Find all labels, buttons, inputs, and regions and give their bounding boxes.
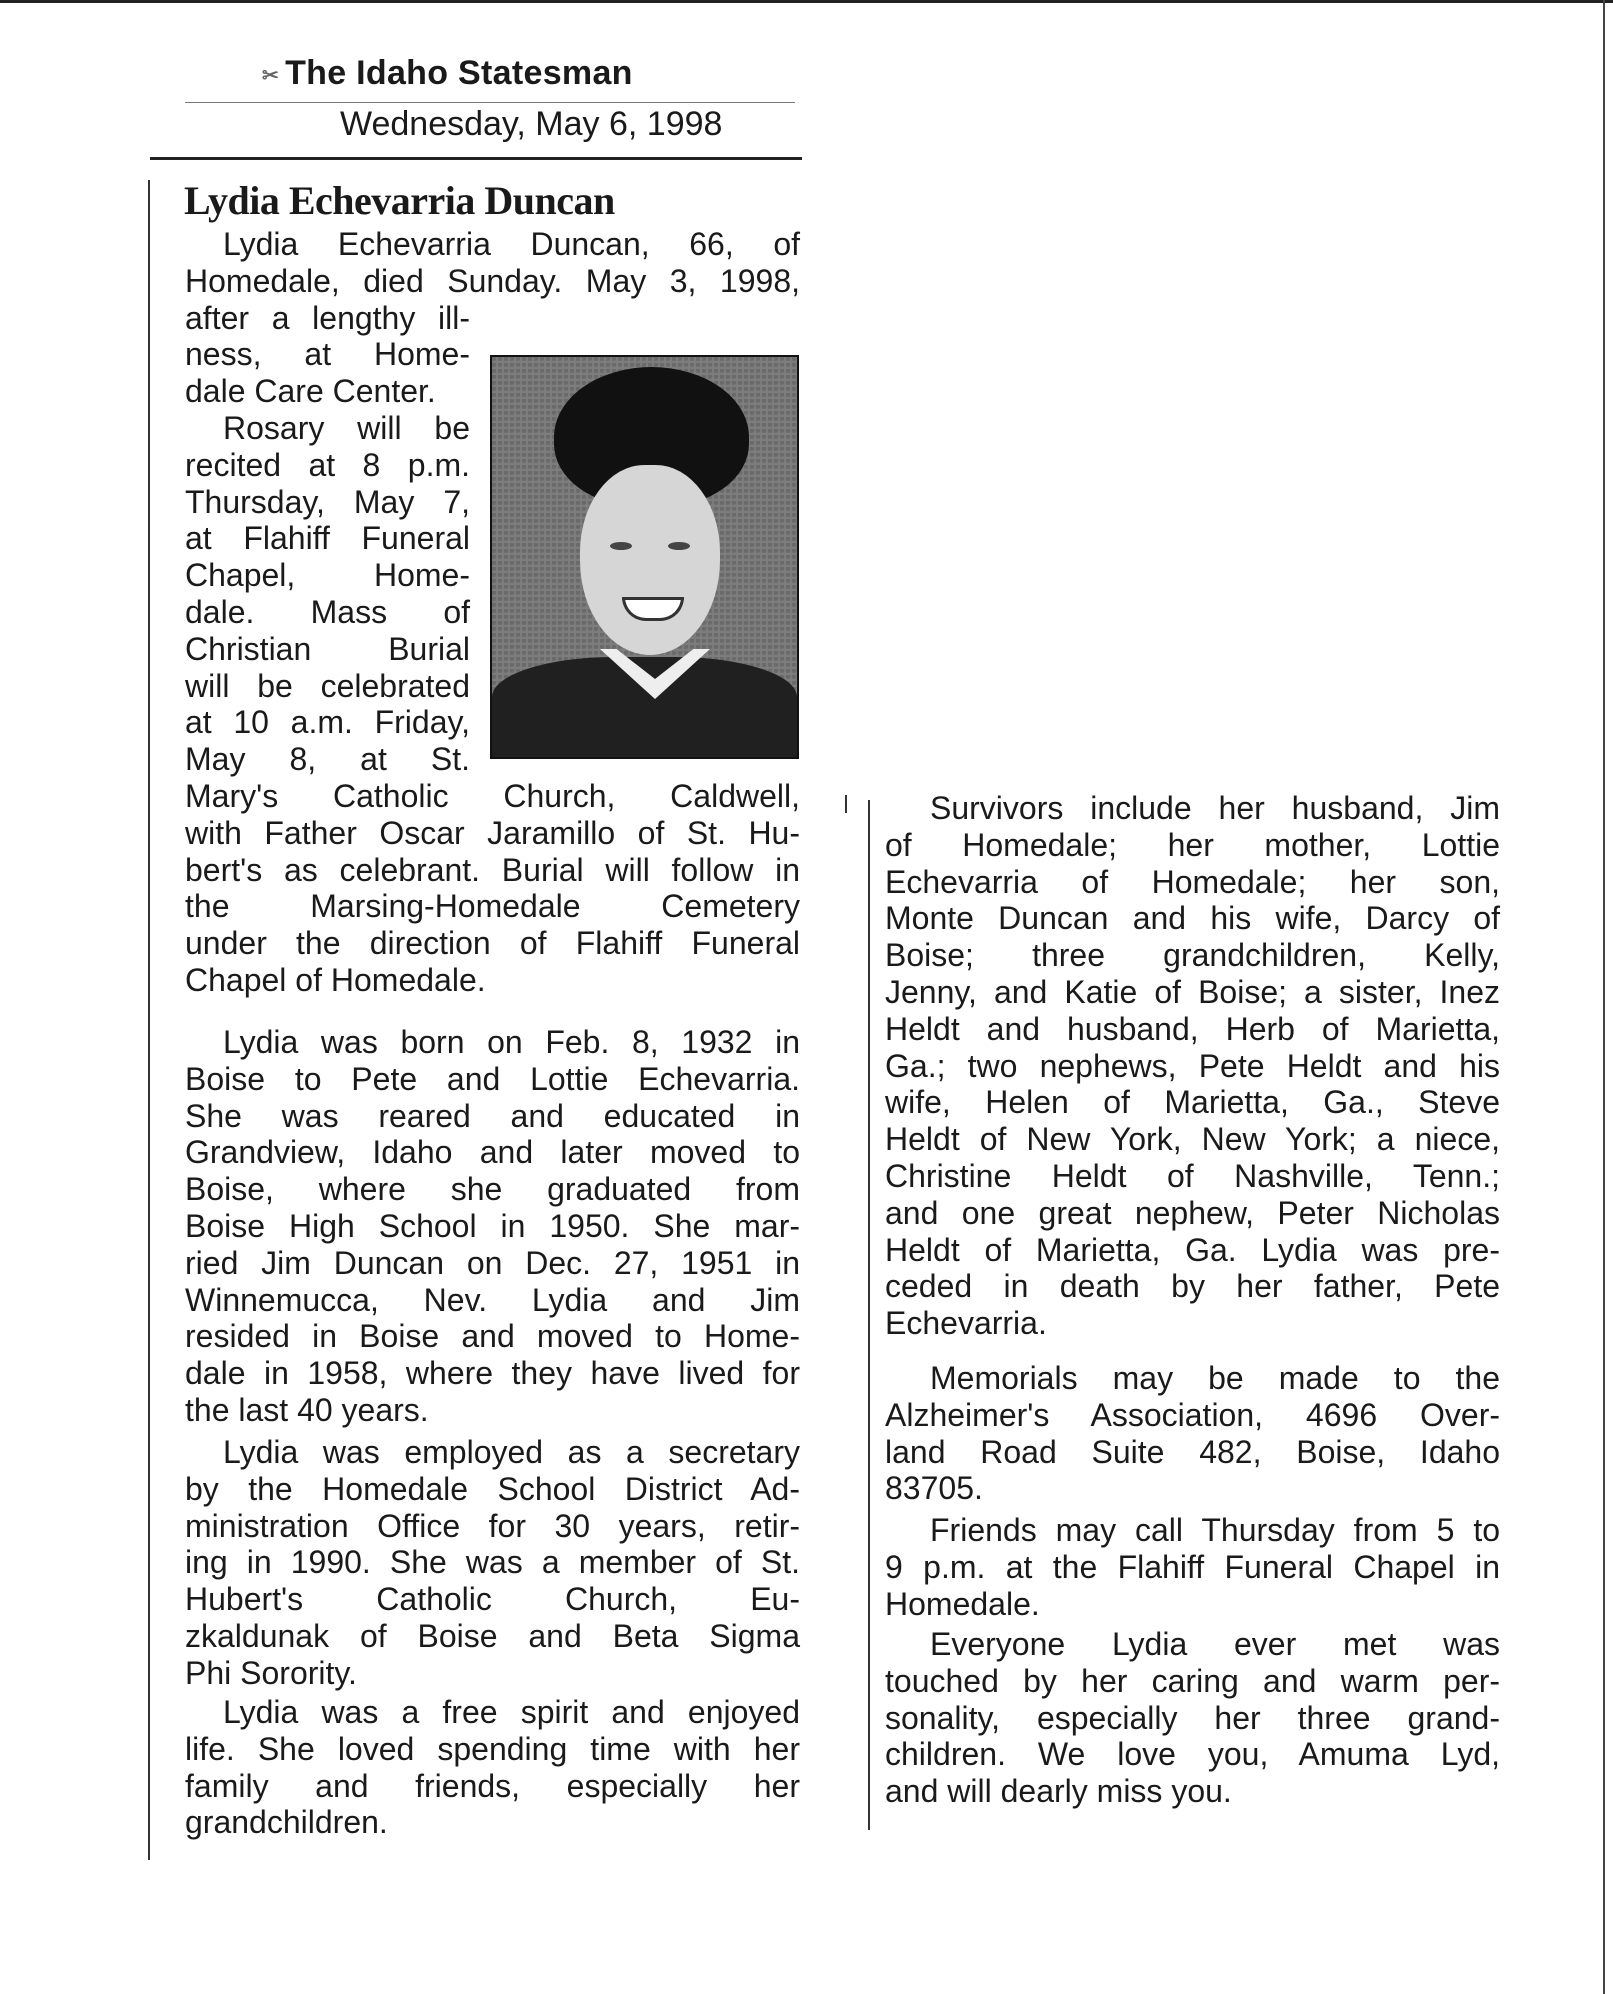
text-line: Alzheimer's Association, 4696 Over- [885,1396,1500,1433]
middle-column-rule [868,800,870,1830]
text-line: Jenny, and Katie of Boise; a sister, Inez [885,974,1500,1010]
text-line: resided in Boise and moved to Home- [185,1318,800,1355]
text-line: Lydia was a free spirit and enjoyed [223,1694,800,1730]
text-line: Lydia was employed as a secretary [223,1434,800,1470]
text-line: family and friends, especially her [185,1767,800,1804]
text-line: 9 p.m. at the Flahiff Funeral Chapel in [885,1548,1500,1585]
text-line: Homedale, died Sunday. May 3, 1998, [185,262,800,299]
text-line: dale Care Center. [185,373,436,410]
text-line: Hubert's Catholic Church, Eu- [185,1581,800,1618]
text-line: ceded in death by her father, Pete [885,1268,1500,1305]
text-line: with Father Oscar Jaramillo of St. Hu- [185,814,800,851]
text-line: Christine Heldt of Nashville, Tenn.; [885,1158,1500,1194]
text-line: the Marsing-Homedale Cemetery [185,888,800,925]
text-line: under the direction of Flahiff Funeral [185,925,800,962]
text-line: ing in 1990. She was a member of St. [185,1544,800,1581]
text-line: Grandview, Idaho and later moved to [185,1134,800,1171]
text-line: wife, Helen of Marietta, Ga., Steve [885,1084,1500,1121]
text-line: Heldt and husband, Herb of Marietta, [885,1010,1500,1047]
text-line: Boise to Pete and Lottie Echevarria. [185,1060,800,1097]
publication-name: The Idaho Statesman [285,54,633,92]
text-line: Heldt of Marietta, Ga. Lydia was pre- [885,1231,1500,1268]
text-line: Mary's Catholic Church, Caldwell, [185,778,800,814]
text-line: Phi Sorority. [185,1654,357,1691]
text-line: Homedale. [885,1585,1040,1622]
text-line: Rosary will be [223,410,470,446]
obituary-headline: Lydia Echevarria Duncan [184,178,615,223]
text-line: Monte Duncan and his wife, Darcy of [885,900,1500,937]
text-line: sonality, especially her three grand- [885,1699,1500,1736]
text-line: 83705. [885,1470,983,1507]
clip-mark-icon: ✂ [262,64,280,87]
text-line: Winnemucca, Nev. Lydia and Jim [185,1281,800,1318]
text-line: Christian Burial [185,630,470,667]
text-line: ness, at Home- [185,336,470,373]
text-line: bert's as celebrant. Burial will follow in [185,851,800,888]
text-line: Friends may call Thursday from 5 to [930,1512,1500,1548]
text-line: grandchildren. [185,1804,388,1841]
text-line: of Homedale; her mother, Lottie [885,826,1500,863]
text-line: recited at 8 p.m. [185,446,470,483]
text-line: after a lengthy ill- [185,299,470,336]
text-line: and one great nephew, Peter Nicholas [885,1194,1500,1231]
text-line: zkaldunak of Boise and Beta Sigma [185,1618,800,1654]
scan-edge-top [0,0,1613,3]
text-line: Lydia Echevarria Duncan, 66, of [223,226,800,262]
text-line: May 8, at St. [185,741,470,778]
text-line: Everyone Lydia ever met was [930,1626,1500,1662]
text-line: Chapel, Home- [185,557,470,594]
text-line: and will dearly miss you. [885,1773,1232,1810]
column-tick [845,795,847,813]
text-line: Boise High School in 1950. She mar- [185,1208,800,1244]
left-column-rule [148,180,150,1860]
publication-date: Wednesday, May 6, 1998 [340,105,723,143]
text-line: Echevarria of Homedale; her son, [885,863,1500,900]
text-line: children. We love you, Amuma Lyd, [885,1736,1500,1773]
text-line: She was reared and educated in [185,1097,800,1134]
text-line: Survivors include her husband, Jim [930,790,1500,826]
text-line: land Road Suite 482, Boise, Idaho [885,1433,1500,1470]
text-line: by the Homedale School District Ad- [185,1470,800,1507]
text-line: ried Jim Duncan on Dec. 27, 1951 in [185,1244,800,1281]
header-rule [150,157,802,160]
text-line: touched by her caring and warm per- [885,1662,1500,1699]
text-line: will be celebrated [185,667,470,704]
text-line: Heldt of New York, New York; a niece, [885,1121,1500,1158]
masthead-rule [185,102,795,103]
text-line: Echevarria. [885,1305,1047,1342]
text-line: dale. Mass of [185,594,470,630]
text-line: ministration Office for 30 years, retir- [185,1507,800,1544]
text-line: Boise, where she graduated from [185,1171,800,1208]
text-line: at 10 a.m. Friday, [185,704,470,741]
text-line: life. She loved spending time with her [185,1730,800,1767]
scan-edge-right [1603,0,1605,1994]
text-line: Ga.; two nephews, Pete Heldt and his [885,1047,1500,1084]
text-line: dale in 1958, where they have lived for [185,1355,800,1392]
text-line: the last 40 years. [185,1392,429,1428]
text-line: at Flahiff Funeral [185,520,470,557]
text-line: Chapel of Homedale. [185,962,486,998]
portrait-photo [490,355,799,759]
text-line: Boise; three grandchildren, Kelly, [885,937,1500,974]
masthead [262,54,633,93]
text-line: Memorials may be made to the [930,1360,1500,1396]
text-line: Thursday, May 7, [185,483,470,520]
text-line: Lydia was born on Feb. 8, 1932 in [223,1024,800,1060]
